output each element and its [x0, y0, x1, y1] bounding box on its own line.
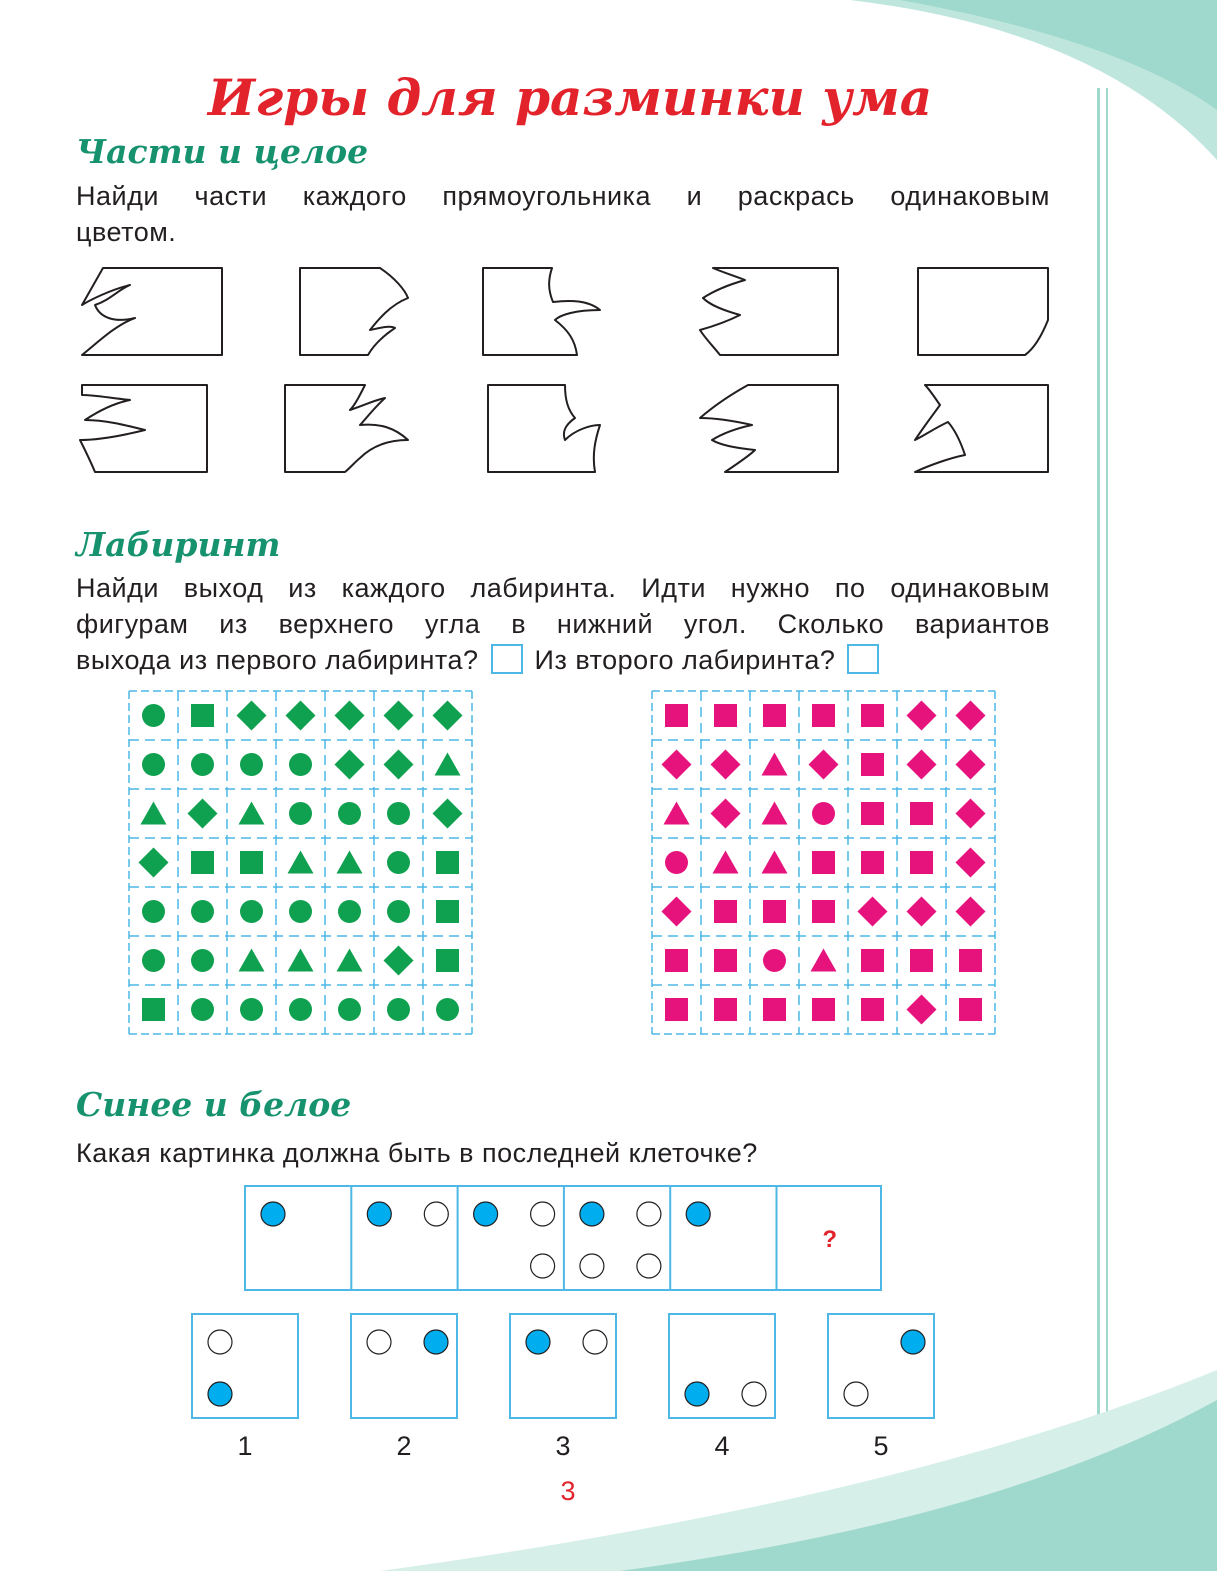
maze-shape-circle[interactable] — [240, 998, 263, 1021]
maze-shape-circle[interactable] — [240, 753, 263, 776]
maze-shape-diamond[interactable] — [907, 701, 937, 731]
maze-shape-square[interactable] — [910, 802, 933, 825]
maze-shape-diamond[interactable] — [956, 750, 986, 780]
maze-shape-diamond[interactable] — [907, 995, 937, 1025]
maze-shape-triangle[interactable] — [762, 851, 788, 874]
white-dot — [637, 1254, 661, 1278]
answer-options — [0, 1312, 1217, 1422]
puzzle-piece — [80, 385, 207, 472]
blue-dot — [686, 1202, 710, 1226]
puzzle-pieces — [0, 0, 1217, 500]
maze-shape-square[interactable] — [812, 998, 835, 1021]
maze-shape-diamond[interactable] — [433, 701, 463, 731]
maze-shape-square[interactable] — [665, 998, 688, 1021]
maze-shape-diamond[interactable] — [711, 750, 741, 780]
page-number: 3 — [560, 1476, 576, 1506]
maze-shape-circle[interactable] — [289, 998, 312, 1021]
maze-shape-square[interactable] — [910, 949, 933, 972]
blue-dot — [901, 1330, 925, 1354]
maze-shape-square[interactable] — [665, 949, 688, 972]
maze-shape-triangle[interactable] — [762, 753, 788, 776]
white-dot — [208, 1330, 232, 1354]
maze-shape-circle[interactable] — [812, 802, 835, 825]
maze-shape-diamond[interactable] — [956, 799, 986, 829]
puzzle-piece — [488, 385, 600, 472]
maze-shape-circle[interactable] — [665, 851, 688, 874]
instruction-text: выхода из первого лабиринта? — [76, 645, 479, 675]
puzzle-piece — [918, 268, 1048, 355]
maze-shape-diamond[interactable] — [662, 750, 692, 780]
blue-dot — [424, 1330, 448, 1354]
instruction-line: Найди выход из каждого лабиринта. Идти нужно по одинаковым — [76, 573, 1050, 603]
maze-shape-square[interactable] — [436, 949, 459, 972]
white-dot — [531, 1254, 555, 1278]
maze-shape-diamond[interactable] — [711, 799, 741, 829]
maze-shape-diamond[interactable] — [384, 701, 414, 731]
maze-shape-circle[interactable] — [436, 998, 459, 1021]
maze-shape-square[interactable] — [812, 900, 835, 923]
maze-shape-circle[interactable] — [142, 949, 165, 972]
maze-shape-circle[interactable] — [387, 851, 410, 874]
maze-shape-circle[interactable] — [142, 704, 165, 727]
maze-shape-circle[interactable] — [387, 802, 410, 825]
maze-shape-diamond[interactable] — [433, 799, 463, 829]
option-card-5[interactable] — [828, 1314, 934, 1418]
maze-shape-triangle[interactable] — [141, 802, 167, 825]
maze-shape-square[interactable] — [191, 851, 214, 874]
maze-shape-diamond[interactable] — [335, 750, 365, 780]
maze-shape-square[interactable] — [714, 998, 737, 1021]
white-dot — [583, 1330, 607, 1354]
maze-shape-circle[interactable] — [240, 900, 263, 923]
sequence-strip — [244, 1185, 884, 1293]
white-dot — [531, 1202, 555, 1226]
maze-shape-triangle[interactable] — [288, 851, 314, 874]
maze-shape-diamond[interactable] — [956, 848, 986, 878]
page-title: Игры для разминки ума — [207, 68, 933, 127]
section-heading-blue-white: Синее и белое — [76, 1085, 352, 1124]
maze-shape-square[interactable] — [959, 998, 982, 1021]
maze-shape-triangle[interactable] — [239, 949, 265, 972]
instruction-line — [76, 642, 1050, 678]
unknown-cell-mark: ? — [822, 1226, 837, 1253]
maze-shape-square[interactable] — [861, 704, 884, 727]
maze-shape-circle[interactable] — [387, 900, 410, 923]
maze-shape-square[interactable] — [861, 949, 884, 972]
option-label-1: 1 — [237, 1431, 253, 1461]
instruction-line: цветом. — [76, 217, 177, 247]
maze-shape-diamond[interactable] — [956, 897, 986, 927]
blue-dot — [367, 1202, 391, 1226]
maze-shape-diamond[interactable] — [956, 701, 986, 731]
maze-shape-triangle[interactable] — [664, 802, 690, 825]
maze-shape-circle[interactable] — [289, 753, 312, 776]
white-dot — [742, 1382, 766, 1406]
maze-shape-triangle[interactable] — [288, 949, 314, 972]
maze-shape-triangle[interactable] — [713, 851, 739, 874]
maze-shape-square[interactable] — [142, 998, 165, 1021]
maze-shape-square[interactable] — [240, 851, 263, 874]
blue-dot — [261, 1202, 285, 1226]
blue-dot — [208, 1382, 232, 1406]
instruction-text: Из второго лабиринта? — [534, 645, 836, 675]
maze-shape-diamond[interactable] — [335, 701, 365, 731]
white-dot — [637, 1202, 661, 1226]
maze-shape-triangle[interactable] — [337, 949, 363, 972]
maze-shape-circle[interactable] — [763, 949, 786, 972]
maze-shape-triangle[interactable] — [435, 753, 461, 776]
maze-shape-diamond[interactable] — [384, 946, 414, 976]
maze-shape-circle[interactable] — [289, 900, 312, 923]
maze-shape-square[interactable] — [910, 851, 933, 874]
maze-shape-square[interactable] — [714, 704, 737, 727]
maze-shape-square[interactable] — [861, 753, 884, 776]
maze-shape-square[interactable] — [861, 851, 884, 874]
option-card-3[interactable] — [510, 1314, 616, 1418]
maze-shape-diamond[interactable] — [907, 897, 937, 927]
maze-shape-diamond[interactable] — [286, 701, 316, 731]
maze-shape-circle[interactable] — [191, 998, 214, 1021]
puzzle-piece — [915, 385, 1048, 472]
white-dot — [424, 1202, 448, 1226]
maze-shape-circle[interactable] — [142, 753, 165, 776]
maze-shape-square[interactable] — [763, 704, 786, 727]
maze-shape-square[interactable] — [714, 900, 737, 923]
maze-shape-square[interactable] — [763, 900, 786, 923]
maze-shape-square[interactable] — [665, 704, 688, 727]
option-label-4: 4 — [714, 1431, 730, 1461]
maze-shape-diamond[interactable] — [139, 848, 169, 878]
maze-shape-diamond[interactable] — [858, 897, 888, 927]
option-label-5: 5 — [873, 1431, 889, 1461]
maze-shape-diamond[interactable] — [384, 750, 414, 780]
maze-shape-square[interactable] — [861, 998, 884, 1021]
puzzle-piece — [700, 268, 838, 355]
maze-shape-circle[interactable] — [142, 900, 165, 923]
section-heading-maze: Лабиринт — [76, 525, 281, 564]
maze-shape-square[interactable] — [812, 704, 835, 727]
maze-shape-square[interactable] — [714, 949, 737, 972]
puzzle-piece — [285, 385, 408, 472]
maze-shape-triangle[interactable] — [811, 949, 837, 972]
puzzle-piece — [483, 268, 600, 355]
option-card-1[interactable] — [192, 1314, 298, 1418]
answer-box-maze-2[interactable] — [847, 644, 879, 674]
maze-shape-circle[interactable] — [289, 802, 312, 825]
blue-dot — [474, 1202, 498, 1226]
maze-2 — [650, 689, 1000, 1037]
maze-shape-circle[interactable] — [191, 753, 214, 776]
maze-1 — [127, 689, 477, 1037]
maze-shape-triangle[interactable] — [239, 802, 265, 825]
maze-shape-diamond[interactable] — [237, 701, 267, 731]
maze-shape-diamond[interactable] — [188, 799, 218, 829]
maze-shape-circle[interactable] — [191, 900, 214, 923]
maze-shape-circle[interactable] — [338, 802, 361, 825]
puzzle-piece — [82, 268, 222, 355]
maze-shape-circle[interactable] — [387, 998, 410, 1021]
option-label-2: 2 — [396, 1431, 412, 1461]
blue-dot — [685, 1382, 709, 1406]
maze-shape-square[interactable] — [763, 998, 786, 1021]
maze-shape-square[interactable] — [959, 949, 982, 972]
question-blue-white: Какая картинка должна быть в последней клеточке? — [76, 1138, 758, 1168]
instruction-line: Найди части каждого прямоугольника и раскрась одинаковым — [76, 181, 1050, 211]
maze-shape-triangle[interactable] — [762, 802, 788, 825]
option-card-2[interactable] — [351, 1314, 457, 1418]
option-label-3: 3 — [555, 1431, 571, 1461]
maze-shape-square[interactable] — [436, 851, 459, 874]
answer-box-maze-1[interactable] — [491, 644, 523, 674]
maze-shape-square[interactable] — [436, 900, 459, 923]
puzzle-piece — [300, 268, 408, 355]
white-dot — [580, 1254, 604, 1278]
white-dot — [844, 1382, 868, 1406]
blue-dot — [526, 1330, 550, 1354]
maze-shape-diamond[interactable] — [809, 750, 839, 780]
maze-shape-circle[interactable] — [338, 900, 361, 923]
maze-shape-square[interactable] — [812, 851, 835, 874]
maze-shape-diamond[interactable] — [662, 897, 692, 927]
maze-shape-circle[interactable] — [338, 998, 361, 1021]
maze-shape-square[interactable] — [191, 704, 214, 727]
blue-dot — [580, 1202, 604, 1226]
maze-shape-circle[interactable] — [191, 949, 214, 972]
puzzle-piece — [700, 385, 838, 472]
instruction-line: фигурам из верхнего угла в нижний угол. Сколько вариантов — [76, 609, 1050, 639]
maze-shape-triangle[interactable] — [337, 851, 363, 874]
instructions-maze — [76, 570, 1050, 678]
section-heading-parts: Части и целое — [76, 132, 369, 171]
maze-shape-diamond[interactable] — [907, 750, 937, 780]
maze-shape-square[interactable] — [861, 802, 884, 825]
white-dot — [367, 1330, 391, 1354]
